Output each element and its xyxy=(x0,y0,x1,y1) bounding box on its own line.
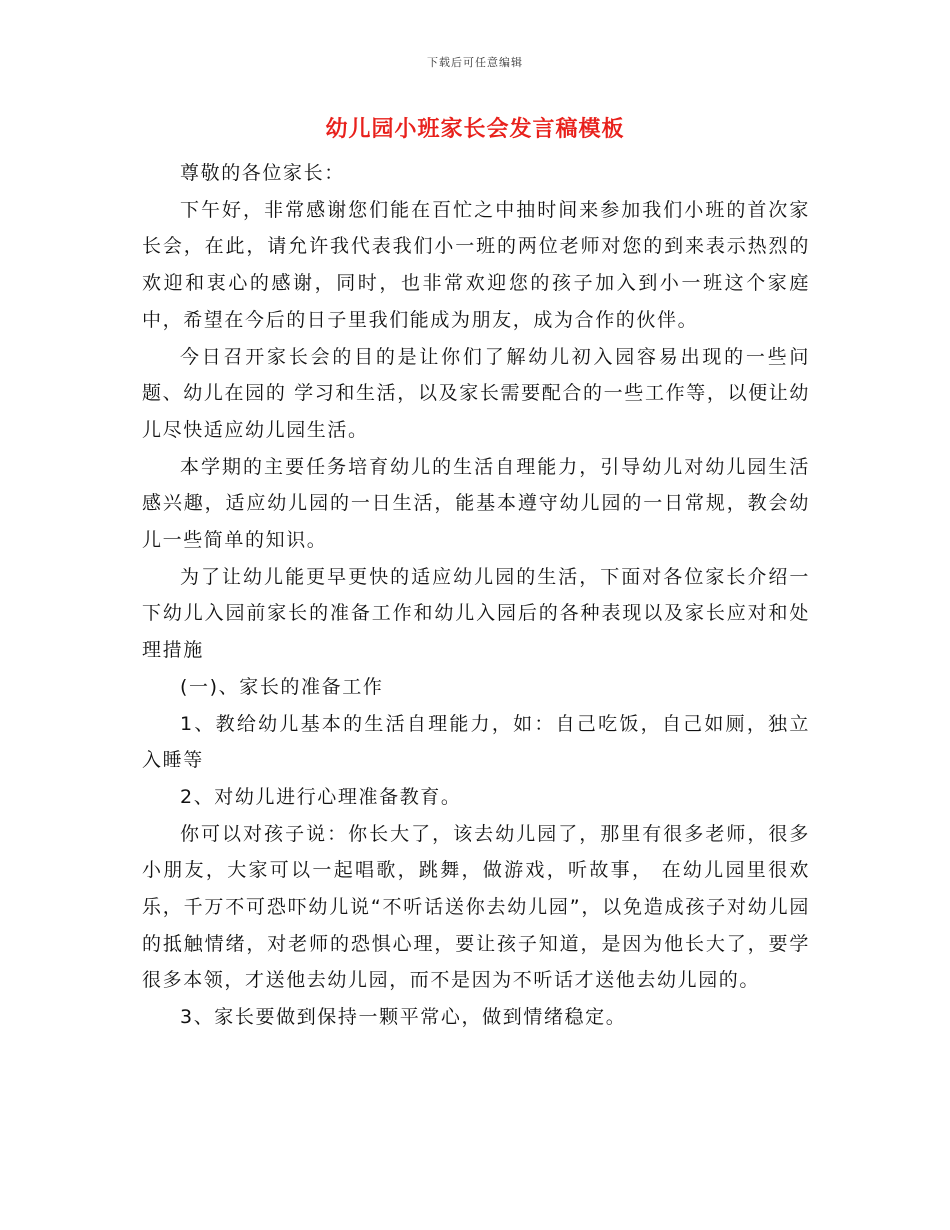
document-title: 幼儿园小班家长会发言稿模板 xyxy=(325,116,625,142)
header-note: 下载后可任意编辑 xyxy=(427,56,523,69)
document-body xyxy=(142,155,810,1036)
paragraph: 下午好，非常感谢您们能在百忙之中抽时间来参加我们小班的首次家长会，在此，请允许我代表我们小一班的两位老师对您的到来表示热烈的欢迎和衷心的感谢，同时，也非常欢迎您的孩子加入到小一班这个家庭中，希望在今后的日子里我们能成为朋友，成为合作的伙伴。 xyxy=(142,198,810,331)
list-item: 1、教给幼儿基本的生活自理能力，如：自己吃饭，自己如厕，独立入睡等 xyxy=(142,712,810,772)
list-item: 2、对幼儿进行心理准备教育。 xyxy=(180,785,462,808)
salutation: 尊敬的各位家长： xyxy=(180,162,345,184)
paragraph: 你可以对孩子说：你长大了，该去幼儿园了，那里有很多老师，很多小朋友，大家可以一起唱歌，跳舞，做游戏，听故事， 在幼儿园里很欢乐，千万不可恐吓幼儿说“不听话送你去幼儿园”，以免造成孩子对幼儿园的抵触情绪，对老师的恐惧心理，要让孩子知道，是因为他长大了，要学很多本领，才送他去幼儿园，而不是因为不听话才送他去幼儿园的。 xyxy=(142,822,810,992)
paragraph: 为了让幼儿能更早更快的适应幼儿园的生活，下面对各位家长介绍一下幼儿入园前家长的准备工作和幼儿入园后的各种表现以及家长应对和处理措施 xyxy=(142,565,810,662)
list-item: 3、家长要做到保持一颗平常心，做到情绪稳定。 xyxy=(180,1006,627,1029)
paragraph: 今日召开家长会的目的是让你们了解幼儿初入园容易出现的一些问题、幼儿在园的 学习和生活，以及家长需要配合的一些工作等，以便让幼儿尽快适应幼儿园生活。 xyxy=(142,345,810,441)
section-heading: (一)、家长的准备工作 xyxy=(180,675,384,698)
paragraph: 本学期的主要任务培育幼儿的生活自理能力，引导幼儿对幼儿园生活感兴趣，适应幼儿园的一日生活，能基本遵守幼儿园的一日常规，教会幼儿一些简单的知识。 xyxy=(142,455,810,552)
